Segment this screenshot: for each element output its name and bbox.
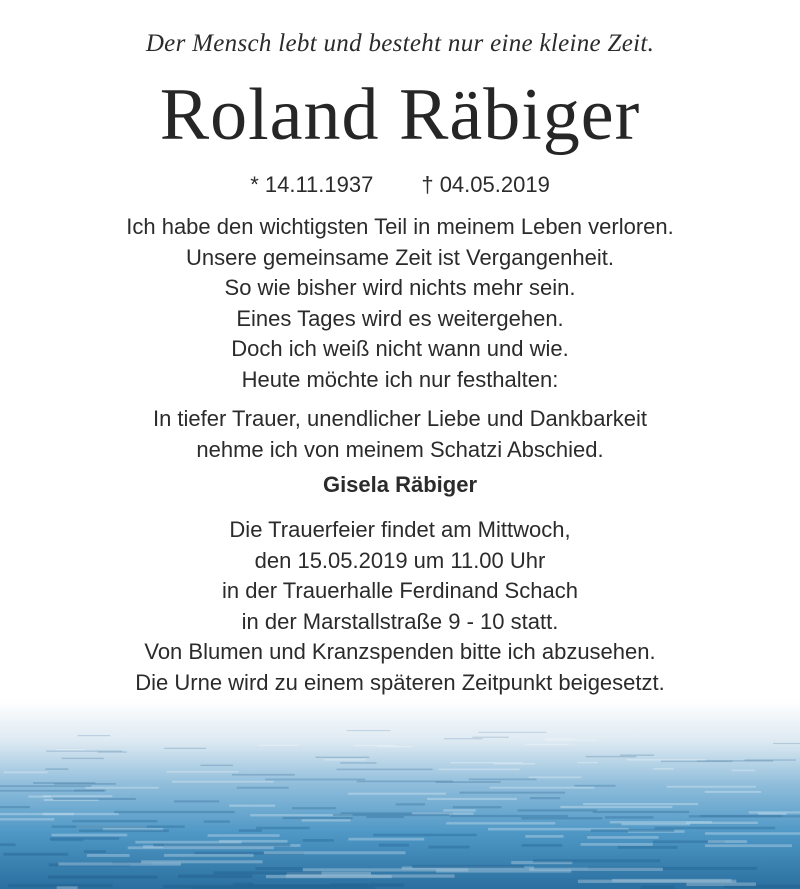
poem-line: Eines Tages wird es weitergehen. <box>236 305 564 331</box>
wave-streak <box>436 781 501 783</box>
ceremony-line: in der Trauerhalle Ferdinand Schach <box>222 578 578 603</box>
wave-streak <box>529 868 663 871</box>
wave-streak <box>174 800 219 802</box>
wave-streak <box>583 803 698 805</box>
farewell-line: nehme ich von meinem Schatzi Abschied. <box>196 436 604 462</box>
wave-streak <box>773 743 800 744</box>
wave-streak <box>379 844 409 847</box>
wave-streak <box>453 806 502 808</box>
signer-name: Gisela Räbiger <box>322 472 478 497</box>
wave-streak <box>128 846 274 849</box>
wave-streak <box>153 844 290 847</box>
wave-streak <box>178 875 252 878</box>
wave-streak <box>52 825 185 828</box>
wave-streak <box>459 792 565 794</box>
wave-streak <box>74 790 106 792</box>
wave-streak <box>493 763 535 765</box>
sea-water-image <box>0 700 800 889</box>
birth-date: * 14.11.1937 <box>250 172 374 197</box>
wave-streak <box>52 834 128 837</box>
wave-streak <box>533 859 660 862</box>
wave-streak <box>3 853 68 856</box>
wave-streak <box>525 835 563 838</box>
wave-streak <box>708 840 747 843</box>
wave-streak <box>135 841 241 844</box>
wave-streak <box>0 813 74 815</box>
wave-streak <box>490 787 595 789</box>
wave-streak <box>204 820 230 822</box>
wave-streak <box>340 762 376 764</box>
wave-streak <box>0 818 54 820</box>
wave-streak <box>428 846 469 849</box>
wave-streak <box>518 809 597 811</box>
wave-streak <box>446 822 555 824</box>
ceremony-line: Die Urne wird zu einem späteren Zeitpunkt beigesetzt. <box>135 669 665 695</box>
wave-streak <box>469 779 537 781</box>
wave-streak <box>478 732 546 733</box>
wave-streak <box>655 827 776 830</box>
wave-streak <box>560 806 672 808</box>
ceremony-info <box>0 515 800 698</box>
wave-streak <box>705 791 761 793</box>
wave-streak <box>266 875 392 878</box>
wave-streak <box>48 875 158 878</box>
wave-streak <box>605 816 653 818</box>
wave-streak <box>529 777 582 779</box>
wave-streak <box>530 797 560 799</box>
wave-streak <box>201 765 233 767</box>
wave-streak <box>164 854 254 857</box>
wave-streak <box>667 786 756 788</box>
wave-streak <box>239 829 262 832</box>
poem-line: Unsere gemeinsame Zeit ist Vergangenheit. <box>185 244 614 270</box>
wave-streak <box>686 822 758 824</box>
wave-streak <box>700 815 782 817</box>
wave-streak <box>749 811 800 813</box>
wave-streak <box>172 781 274 783</box>
wave-streak <box>255 867 302 870</box>
wave-streak <box>51 838 84 841</box>
wave-streak <box>45 768 68 770</box>
wave-streak <box>587 836 658 839</box>
wave-streak <box>166 771 238 773</box>
wave-streak <box>214 871 322 874</box>
wave-streak <box>53 798 136 800</box>
wave-streak <box>62 758 105 759</box>
wave-streak <box>258 745 299 746</box>
wave-streak <box>591 829 674 832</box>
wave-streak <box>354 745 396 746</box>
wave-streak <box>593 811 689 813</box>
wave-streak <box>4 772 48 774</box>
wave-streak <box>545 740 596 741</box>
ceremony-line: Von Blumen und Kranzspenden bitte ich abzusehen. <box>144 639 656 664</box>
wave-streak <box>302 819 351 821</box>
ceremony-line: den 15.05.2019 um 11.00 Uhr <box>254 547 546 573</box>
wave-streak <box>705 844 792 847</box>
wave-streak <box>229 805 275 807</box>
wave-streak <box>84 850 106 853</box>
wave-streak <box>324 759 366 761</box>
wave-streak <box>618 846 678 849</box>
wave-streak <box>208 834 280 837</box>
wave-streak <box>450 815 568 817</box>
wave-streak <box>705 832 800 835</box>
motto: Der Mensch lebt und besteht nur eine kleine Zeit. <box>145 30 655 57</box>
wave-streak <box>621 823 690 826</box>
wave-streak <box>521 817 602 819</box>
poem <box>0 212 800 395</box>
wave-streak <box>79 830 169 833</box>
wave-streak <box>438 769 519 771</box>
wave-streak <box>33 782 95 784</box>
wave-streak <box>427 798 517 800</box>
wave-streak <box>586 756 637 757</box>
wave-streak <box>87 854 130 857</box>
wave-streak <box>627 759 706 761</box>
wave-streak <box>78 735 111 736</box>
death-date: † 04.05.2019 <box>421 172 550 197</box>
wave-streak <box>366 816 404 818</box>
deceased-name: Roland Räbiger <box>159 74 641 156</box>
wave-streak <box>264 851 406 854</box>
ceremony-line: Die Trauerfeier findet am Mittwoch, <box>229 517 571 542</box>
wave-streak <box>0 785 91 787</box>
wave-streak <box>641 886 675 889</box>
wave-streak <box>303 868 468 871</box>
wave-streak <box>612 879 731 882</box>
wave-streak <box>86 787 159 789</box>
wave-streak <box>72 820 157 822</box>
wave-streak <box>43 795 113 797</box>
life-dates <box>0 172 800 198</box>
wave-streak <box>546 738 574 739</box>
wave-streak <box>686 883 756 886</box>
wave-streak <box>574 785 615 787</box>
wave-streak <box>347 730 390 731</box>
wave-streak <box>292 807 336 809</box>
wave-streak <box>0 806 30 808</box>
wave-streak <box>348 838 424 841</box>
wave-streak <box>56 749 86 750</box>
wave-streak <box>303 839 334 842</box>
wave-streak <box>525 744 569 745</box>
wave-streak <box>237 787 289 789</box>
poem-line: Ich habe den wichtigsten Teil in meinem Leben verloren. <box>126 214 674 239</box>
poem-line: So wie bisher wird nichts mehr sein. <box>224 275 576 300</box>
wave-streak <box>283 817 353 819</box>
wave-streak <box>348 793 446 795</box>
poem-line: Heute möchte ich nur festhalten: <box>241 366 559 392</box>
wave-streak <box>396 803 425 805</box>
wave-streak <box>233 883 253 886</box>
wave-streak <box>661 761 733 763</box>
wave-streak <box>114 811 234 813</box>
wave-streak <box>58 863 180 866</box>
wave-streak <box>653 768 673 770</box>
wave-streak <box>581 843 653 846</box>
wave-streak <box>522 844 563 847</box>
wave-streak <box>0 843 16 846</box>
wave-streak <box>373 834 477 837</box>
wave-streak <box>444 738 483 739</box>
wave-streak <box>412 865 524 868</box>
farewell-text <box>0 404 800 465</box>
wave-streak <box>256 827 310 830</box>
wave-streak <box>577 762 598 764</box>
wave-streak <box>316 757 370 758</box>
wave-streak <box>164 748 206 749</box>
wave-streak <box>472 737 508 738</box>
wave-streak <box>443 809 475 811</box>
wave-streak <box>265 779 365 781</box>
wave-streak <box>620 755 654 756</box>
wave-streak <box>731 770 755 772</box>
poem-line: Doch ich weiß nicht wann und wie. <box>231 336 569 361</box>
wave-streak <box>337 769 433 771</box>
farewell-line: In tiefer Trauer, unendlicher Liebe und Dankbarkeit <box>152 406 648 431</box>
wave-streak <box>377 746 412 747</box>
ceremony-line: in der Marstallstraße 9 - 10 statt. <box>241 608 559 634</box>
wave-streak <box>98 751 127 752</box>
wave-streak <box>232 774 295 776</box>
